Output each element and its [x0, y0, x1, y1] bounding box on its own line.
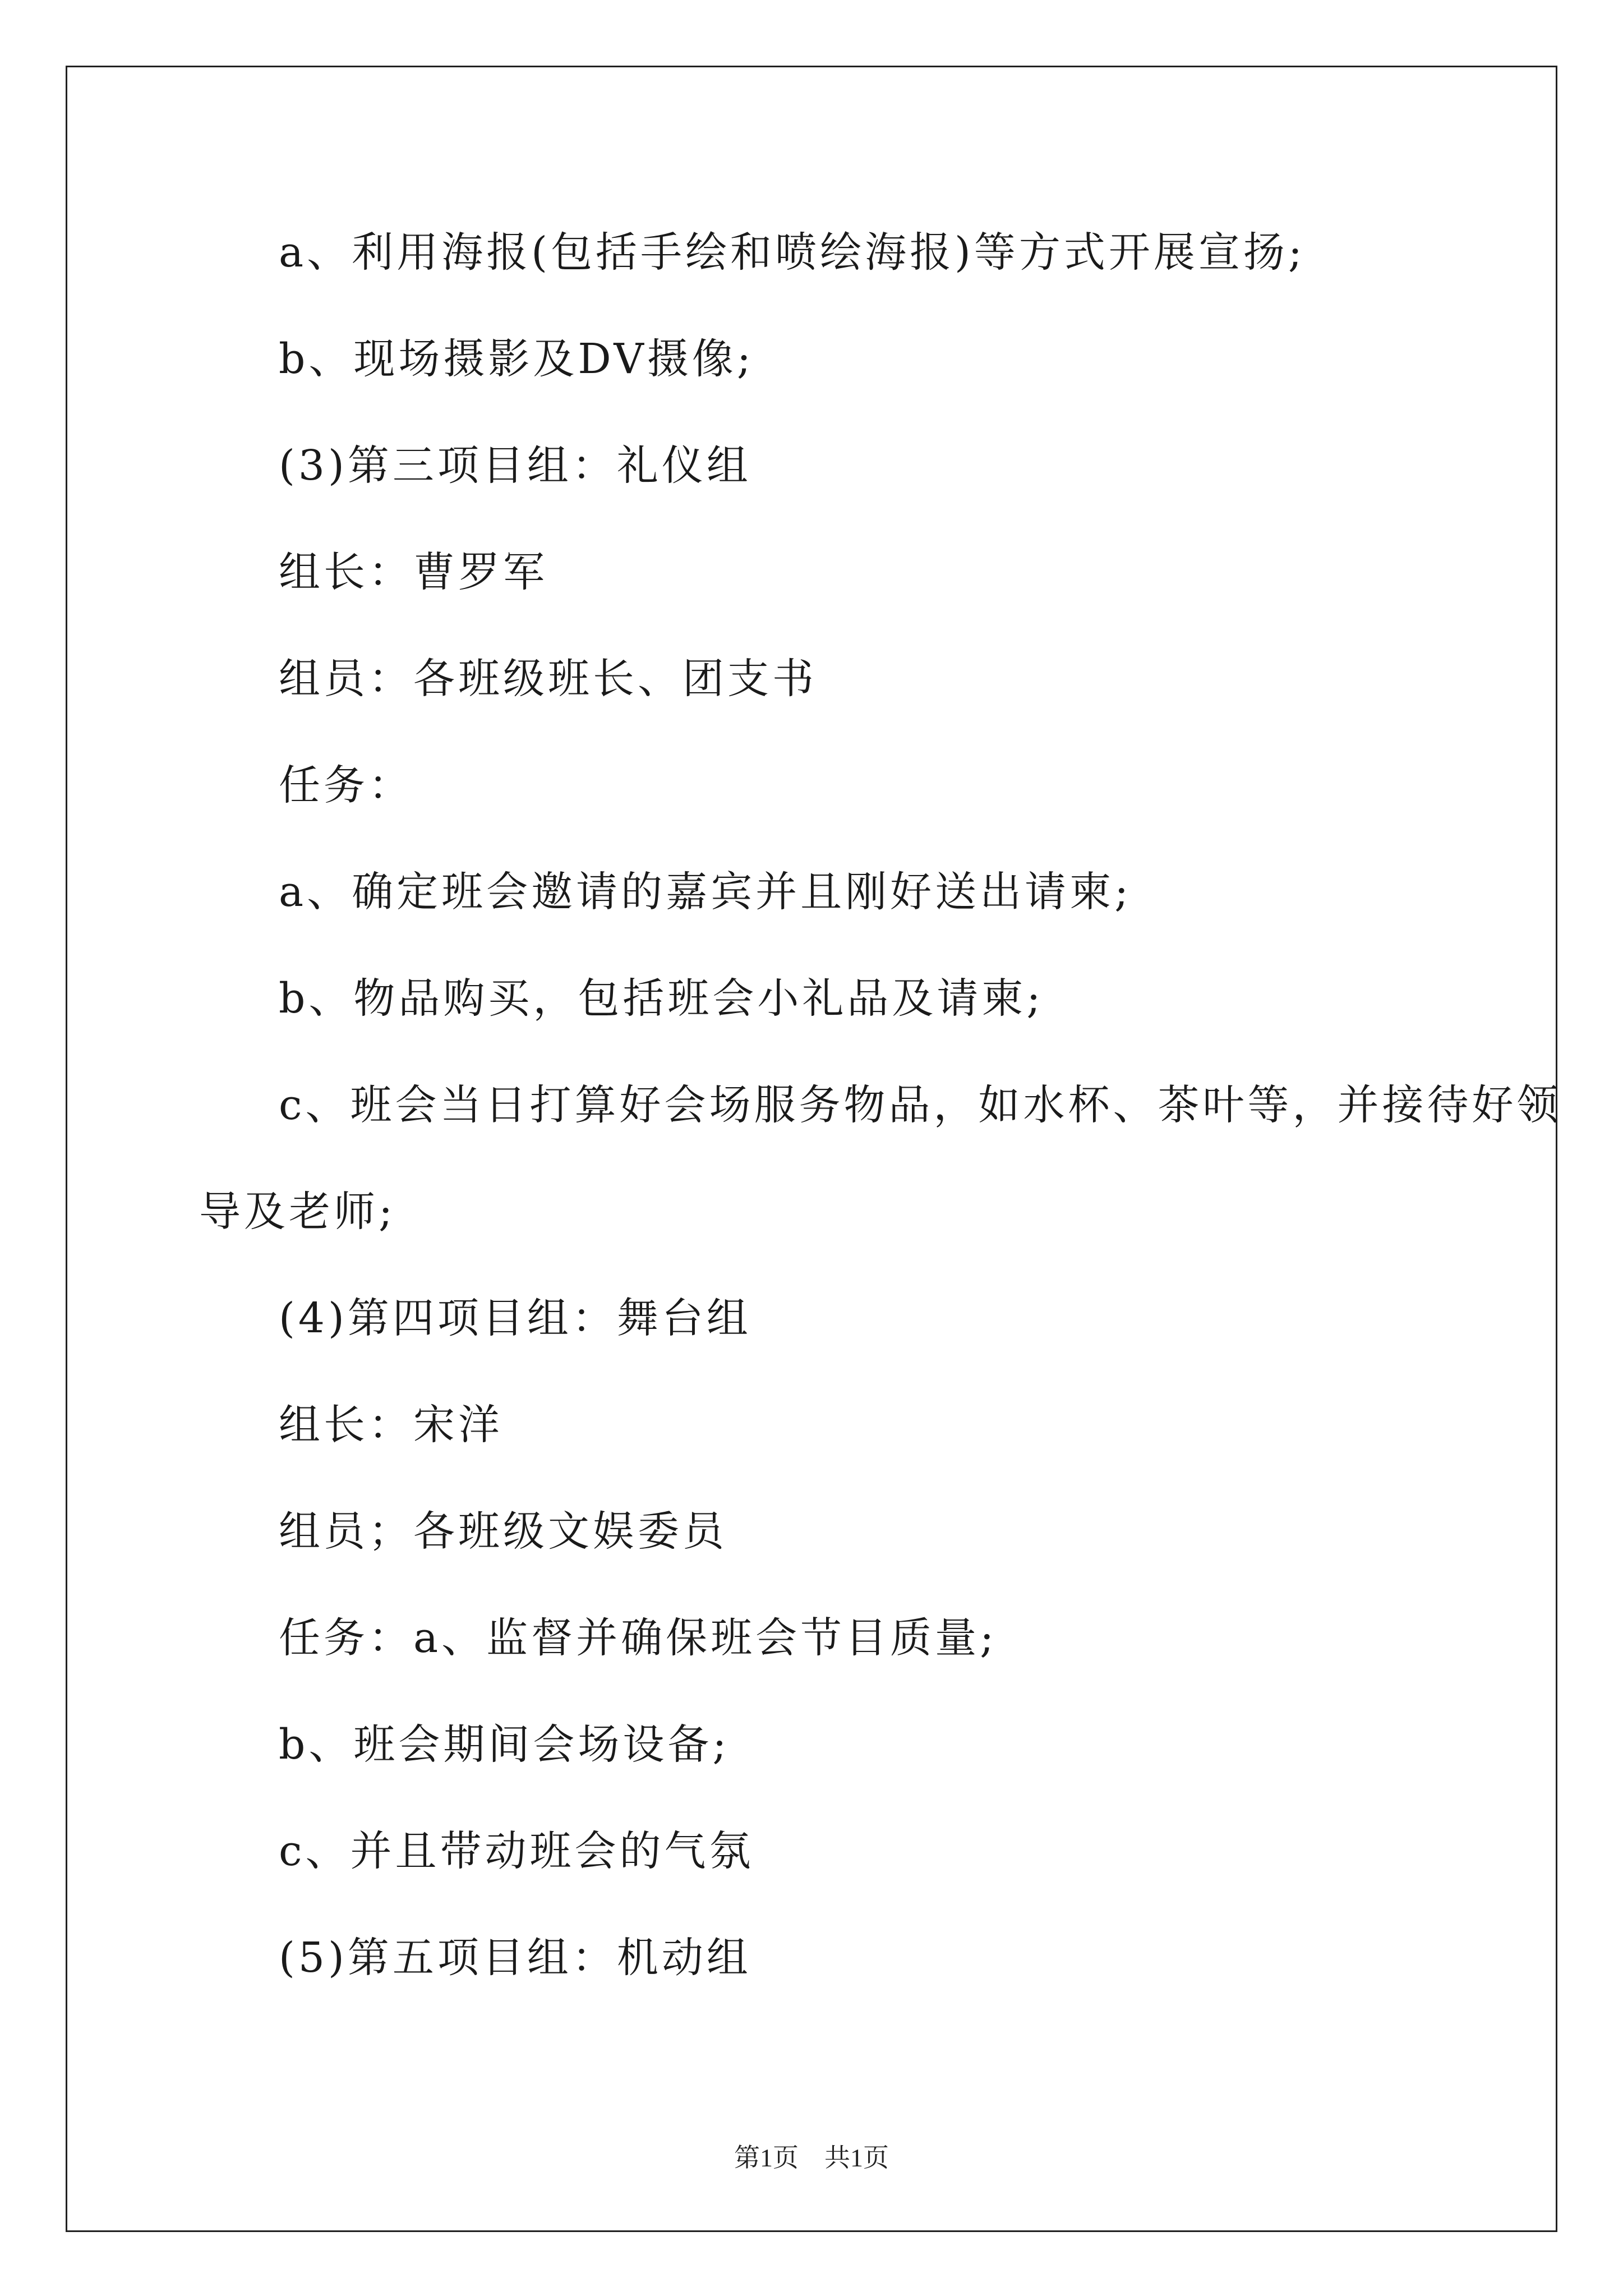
- text-line-4: 组长：曹罗军: [279, 548, 548, 596]
- text-line-15: b、班会期间会场设备;: [279, 1720, 730, 1769]
- text-line-6: 任务：: [279, 761, 413, 809]
- text-line-9: c、班会当日打算好会场服务物品，如水杯、茶叶等，并接待好领: [279, 1081, 1562, 1129]
- text-line-13: 组员；各班级文娱委员: [279, 1507, 727, 1556]
- text-line-2: b、现场摄影及DV摄像;: [279, 335, 754, 383]
- text-line-3: (3)第三项目组：礼仪组: [279, 441, 751, 490]
- text-line-16: c、并且带动班会的气氛: [279, 1827, 754, 1875]
- text-line-14: 任务：a、监督并确保班会节目质量;: [279, 1614, 998, 1662]
- text-line-8: b、物品购买，包括班会小礼品及请柬;: [279, 974, 1044, 1023]
- text-line-5: 组员：各班级班长、团支书: [279, 655, 817, 703]
- text-line-12: 组长：宋洋: [279, 1401, 503, 1449]
- page-frame: [66, 66, 1557, 2232]
- page-footer: 第1页 共1页: [734, 2143, 889, 2172]
- text-line-10: 导及老师;: [199, 1188, 396, 1236]
- text-line-7: a、确定班会邀请的嘉宾并且刚好送出请柬;: [279, 868, 1132, 916]
- text-line-1: a、利用海报(包括手绘和喷绘海报)等方式开展宣扬;: [279, 228, 1306, 277]
- text-line-17: (5)第五项目组：机动组: [279, 1934, 751, 1982]
- text-line-11: (4)第四项目组：舞台组: [279, 1294, 751, 1342]
